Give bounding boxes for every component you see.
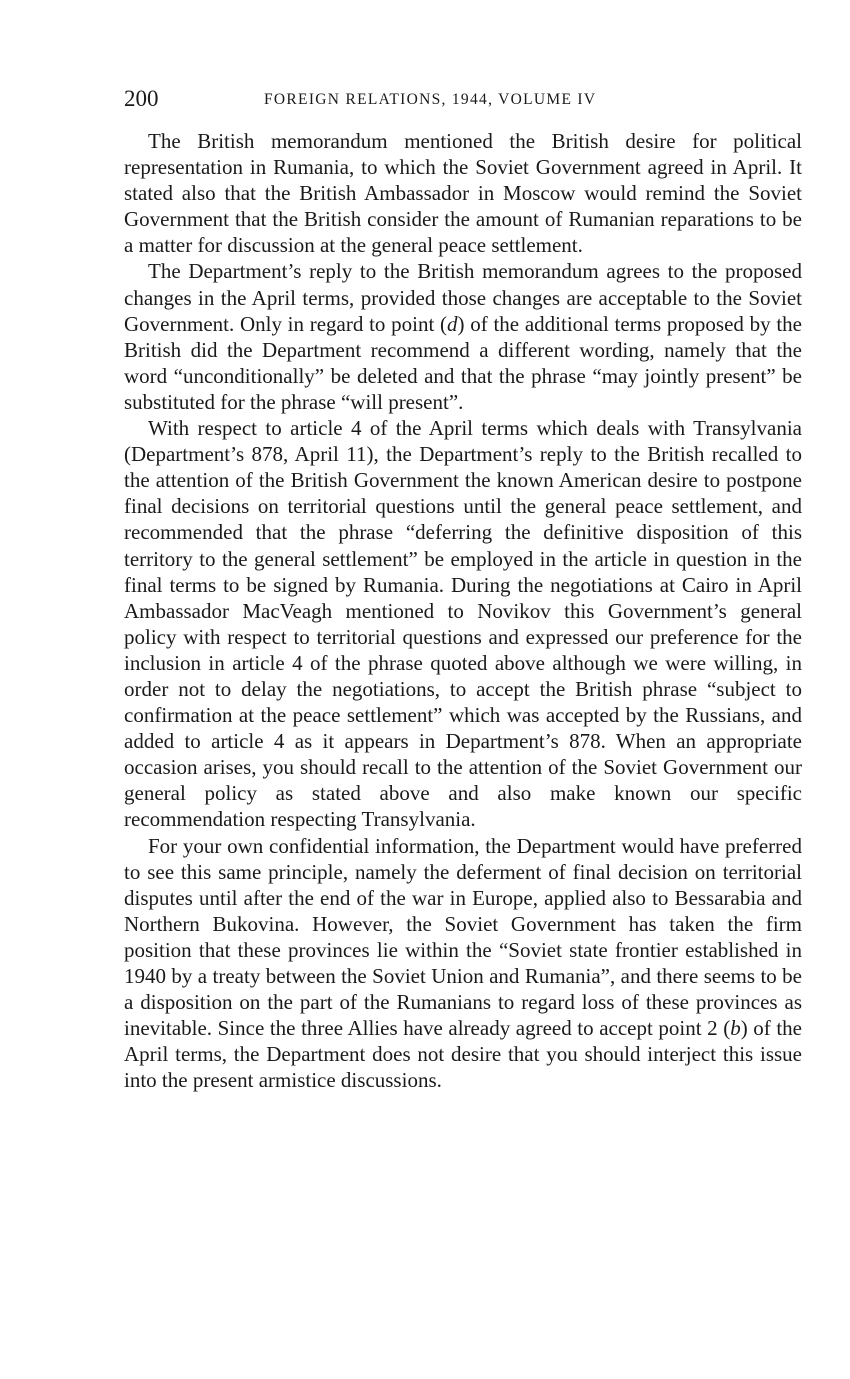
point-letter: b: [730, 1016, 741, 1041]
paragraph-text: The Department’s reply to the British memorandum agrees to the proposed changes in the April terms, provided those changes are acceptable to the Soviet Government. Only in regard to point (: [124, 259, 802, 336]
paragraph-text: ) of the additional terms proposed by the British did the Department recommend a different wording, namely that the word “unconditionally” be deleted and that the phrase “may jointly present” be substituted for the phrase “will present”.: [124, 311, 802, 414]
paragraph-transylvania: With respect to article 4 of the April terms which deals with Transylvania (Department’s 878, April 11), the Department’s reply to the British recalled to the attention of the British Government the known American desire to postpone final decisions on territorial questions until the general peace settlement, and recommended that the phrase “deferring the definitive disposition of this territory to the general settlement” be employed in the article in question in the final terms to be signed by Rumania. During the negotiations at Cairo in April Ambassador MacVeagh mentioned to Novikov this Government’s general policy with respect to territorial questions and expressed our preference for the inclusion in article 4 of the phrase quoted above although we were willing, in order not to delay the negotiations, to accept the British phrase “subject to confirmation at the peace settlement” which was accepted by the Russians, and added to article 4 as it appears in Department’s 878. When an appropriate occasion arises, you should recall to the attention of the Soviet Government our general policy as stated above and also make known our specific recommendation respecting Transylvania.: [124, 416, 802, 832]
document-page: [124, 84, 802, 1093]
paragraph-confidential-information: [124, 833, 802, 1094]
running-head-title: FOREIGN RELATIONS, 1944, VOLUME IV: [264, 91, 597, 108]
paragraph-department-reply: [124, 258, 802, 415]
point-letter: d: [447, 311, 458, 336]
paragraph-text: For your own confidential information, the Department would have preferred to see this same principle, namely the deferment of final decision on territorial disputes until after the end of the war in Europe, applied also to Bessarabia and Northern Bukovina. However, the Soviet Government has taken the firm position that these provinces lie within the “Soviet state frontier established in 1940 by a treaty between the Soviet Union and Rumania”, and there seems to be a disposition on the part of the Rumanians to regard loss of these provinces as inevitable. Since the three Allies have already agreed to accept point 2 (: [124, 833, 802, 1041]
paragraph-text: ) of the April terms, the Department does not desire that you should interject this issue into the present armistice discussions.: [124, 1016, 802, 1093]
page-number: 200: [124, 86, 159, 111]
paragraph-british-memorandum: The British memorandum mentioned the British desire for political representation in Rumania, to which the Soviet Government agreed in April. It stated also that the British Ambassador in Moscow would remind the Soviet Government that the British consider the amount of Rumanian reparations to be a matter for discussion at the general peace settlement.: [124, 129, 802, 258]
running-head: [124, 84, 802, 114]
